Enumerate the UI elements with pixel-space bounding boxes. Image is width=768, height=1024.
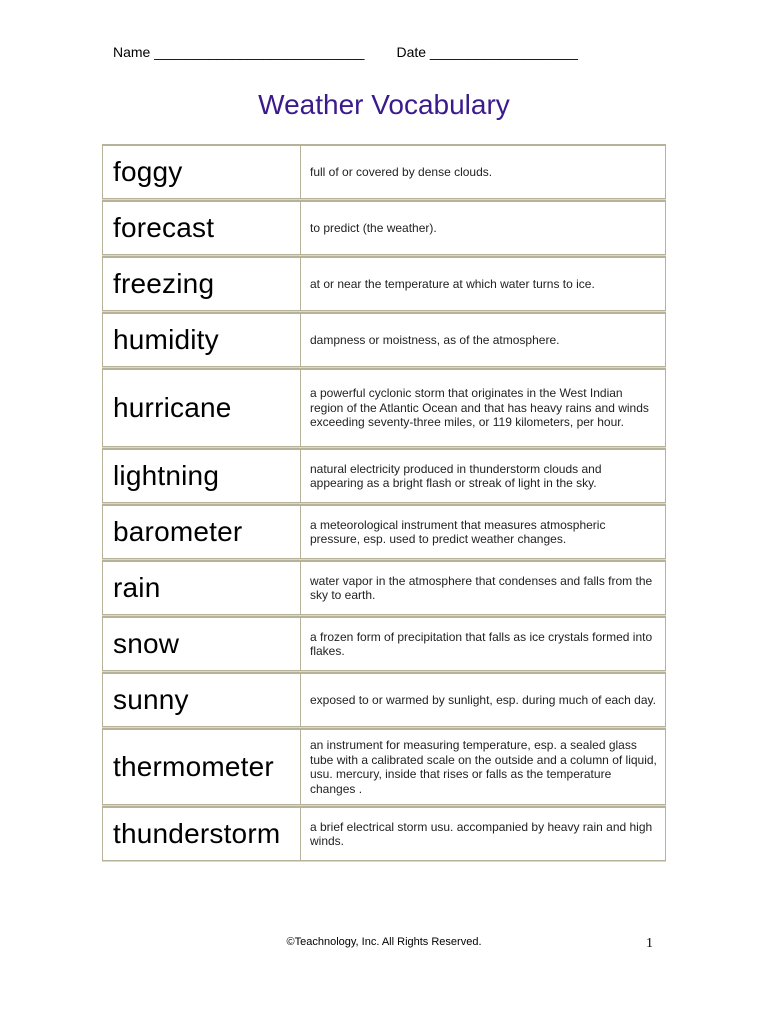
vocab-word: barometer xyxy=(103,506,301,558)
page-title: Weather Vocabulary xyxy=(258,89,510,120)
vocab-word: sunny xyxy=(103,674,301,726)
vocab-definition: an instrument for measuring temperature, esp. a sealed glass tube with a calibrated scale on the outside and a column of liquid, usu. mercury, inside that rises or falls as the temperature changes . xyxy=(310,738,657,796)
vocab-word: snow xyxy=(103,618,301,670)
vocab-definition: a powerful cyclonic storm that originates in the West Indian region of the Atlantic Ocean and that has heavy rains and winds exceeding seventy-three miles, or 119 kilometers, per hour. xyxy=(310,386,649,430)
vocab-definition: at or near the temperature at which water turns to ice. xyxy=(310,276,595,291)
vocab-word: forecast xyxy=(103,202,301,254)
vocab-definition: a brief electrical storm usu. accompanied by heavy rain and high winds. xyxy=(310,819,653,848)
vocab-definition: dampness or moistness, as of the atmosphere. xyxy=(310,332,560,347)
vocab-definition: full of or covered by dense clouds. xyxy=(310,164,493,179)
vocab-definition: water vapor in the atmosphere that condenses and falls from the sky to earth. xyxy=(310,573,653,602)
vocab-row xyxy=(102,256,666,311)
vocab-definition: a frozen form of precipitation that falls as ice crystals formed into flakes. xyxy=(310,629,653,658)
header-fields xyxy=(113,44,578,60)
vocab-word: rain xyxy=(103,562,301,614)
vocab-word: humidity xyxy=(103,314,301,366)
vocabulary-table xyxy=(102,144,666,862)
vocab-row xyxy=(102,200,666,255)
vocab-word: foggy xyxy=(103,146,301,198)
vocab-row xyxy=(102,144,666,199)
vocab-row xyxy=(102,368,666,447)
vocab-row xyxy=(102,616,666,671)
name-field-label: Name ___________________________ xyxy=(113,44,365,60)
vocab-row xyxy=(102,448,666,503)
vocab-row xyxy=(102,728,666,805)
vocab-row xyxy=(102,312,666,367)
vocab-definition: exposed to or warmed by sunlight, esp. during much of each day. xyxy=(310,692,656,707)
vocab-word: freezing xyxy=(103,258,301,310)
vocab-row xyxy=(102,806,666,861)
vocab-definition: natural electricity produced in thunderstorm clouds and appearing as a bright flash or streak of light in the sky. xyxy=(310,461,602,490)
page-number: 1 xyxy=(646,936,653,951)
copyright-footer: ©Teachnology, Inc. All Rights Reserved. xyxy=(286,936,482,948)
vocab-row xyxy=(102,560,666,615)
vocab-word: thunderstorm xyxy=(103,808,301,860)
vocab-row xyxy=(102,672,666,727)
vocab-definition: a meteorological instrument that measures atmospheric pressure, esp. used to predict weather changes. xyxy=(310,517,606,546)
vocab-word: thermometer xyxy=(103,730,301,804)
vocab-definition: to predict (the weather). xyxy=(310,220,437,235)
vocab-word: hurricane xyxy=(103,370,301,446)
date-field-label: Date ___________________ xyxy=(396,44,578,60)
vocab-row xyxy=(102,504,666,559)
vocab-word: lightning xyxy=(103,450,301,502)
